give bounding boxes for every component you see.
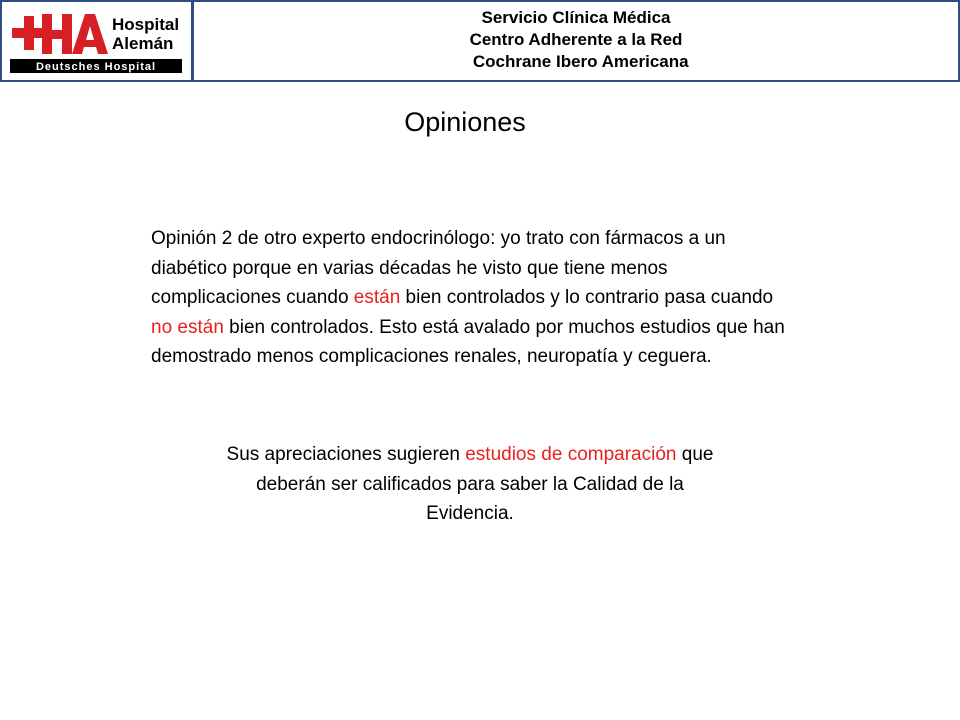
hospital-aleman-logo-icon xyxy=(6,6,188,78)
svg-text:Hospital: Hospital xyxy=(112,15,180,34)
opinion-text-3: bien controlados. Esto está avalado por muchos estudios que han demostrado menos complicaciones renales, neuropatía y ceguera. xyxy=(151,316,785,367)
summary-text-1: Sus apreciaciones sugieren xyxy=(226,444,466,465)
hospital-logo xyxy=(0,0,193,82)
header xyxy=(0,0,960,84)
header-network-line: Centro Adherente a la Red xyxy=(469,30,683,49)
header-cochrane-line: Cochrane Ibero Americana xyxy=(463,52,689,71)
header-service-name: Servicio Clínica Médica xyxy=(481,8,671,27)
page-title: Opiniones xyxy=(404,107,526,137)
summary-highlight: estudios de comparación xyxy=(465,444,677,465)
opinion-text-2: bien controlados y lo contrario pasa cuando xyxy=(400,287,774,308)
svg-text:Deutsches Hospital: Deutsches Hospital xyxy=(35,61,157,73)
expert-opinion-paragraph xyxy=(151,224,791,372)
summary-text-2: que deberán ser calificados para saber la Calidad de la Evidencia. xyxy=(256,444,714,524)
summary-paragraph xyxy=(210,440,730,529)
header-banner xyxy=(193,0,960,82)
opinion-highlight-1: están xyxy=(353,287,401,308)
opinion-text-1: Opinión 2 de otro experto endocrinólogo: yo trato con fármacos a un diabético porque en varias décadas he visto que tiene menos complicaciones cuando xyxy=(151,228,726,308)
opinion-highlight-2: no están xyxy=(151,316,224,338)
svg-text:Alemán: Alemán xyxy=(112,34,174,53)
